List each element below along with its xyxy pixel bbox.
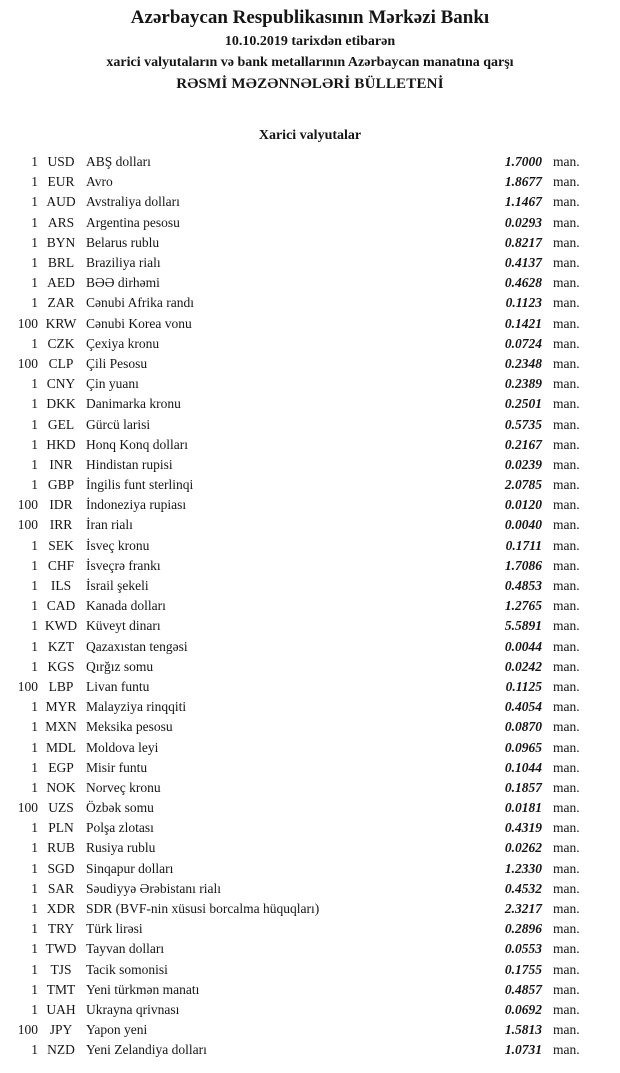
quantity-cell: 1	[31, 477, 38, 493]
currency-code-cell: TWD	[45, 941, 77, 957]
rate-value-cell: 0.4319	[504, 820, 542, 836]
quantity-cell: 100	[17, 517, 38, 533]
unit-cell: man.	[553, 860, 580, 876]
unit-cell: man.	[553, 739, 580, 755]
unit-cell: man.	[553, 557, 580, 573]
currency-code-cell: KZT	[47, 638, 75, 654]
unit-cell: man.	[553, 618, 580, 634]
currency-code-cell: EGP	[48, 759, 74, 775]
currency-code-cell: NOK	[46, 779, 76, 795]
quantity-cell: 1	[31, 234, 38, 250]
bulletin-title: RƏSMİ MƏZƏNNƏLƏRİ BÜLLETENİ	[176, 76, 444, 92]
unit-cell: man.	[553, 214, 580, 230]
rate-value-cell: 1.7000	[504, 154, 542, 170]
currency-name-cell: Küveyt dinarı	[86, 618, 161, 634]
rate-value-cell: 0.0262	[504, 840, 542, 856]
unit-cell: man.	[553, 416, 580, 432]
table-row	[0, 334, 620, 354]
quantity-cell: 1	[31, 214, 38, 230]
unit-cell: man.	[553, 800, 580, 816]
currency-name-cell: SDR (BVF-nin xüsusi borcalma hüquqları)	[86, 901, 320, 917]
quantity-cell: 1	[31, 880, 38, 896]
rate-value-cell: 0.2896	[504, 921, 542, 937]
currency-name-cell: BƏƏ dirhəmi	[86, 275, 160, 291]
currency-name-cell: Tacik somonisi	[86, 961, 168, 977]
rate-value-cell: 0.0120	[504, 497, 542, 513]
table-row	[0, 1020, 620, 1040]
rate-value-cell: 0.0040	[504, 517, 542, 533]
currency-name-cell: Qırğız somu	[86, 658, 154, 674]
currency-code-cell: IDR	[49, 497, 73, 513]
table-row	[0, 192, 620, 212]
currency-code-cell: MDL	[46, 739, 76, 755]
unit-cell: man.	[553, 901, 580, 917]
table-row	[0, 293, 620, 313]
quantity-cell: 100	[17, 497, 38, 513]
currency-name-cell: Misir funtu	[86, 759, 148, 775]
unit-cell: man.	[553, 255, 580, 271]
unit-cell: man.	[553, 759, 580, 775]
quantity-cell: 1	[31, 860, 38, 876]
table-row	[0, 273, 620, 293]
section-title-foreign-currencies: Xarici valyutalar	[258, 128, 362, 143]
quantity-cell: 1	[31, 255, 38, 271]
table-row	[0, 213, 620, 233]
currency-code-cell: SAR	[47, 880, 75, 896]
table-row	[0, 253, 620, 273]
currency-code-cell: LBP	[48, 678, 74, 694]
unit-cell: man.	[553, 638, 580, 654]
currency-code-cell: EUR	[47, 174, 75, 190]
currency-code-cell: JPY	[49, 1022, 73, 1038]
quantity-cell: 1	[31, 376, 38, 392]
currency-name-cell: Moldova leyi	[86, 739, 159, 755]
rate-value-cell: 1.0731	[504, 1042, 542, 1058]
table-row	[0, 697, 620, 717]
unit-cell: man.	[553, 194, 580, 210]
rate-value-cell: 0.2389	[504, 376, 542, 392]
unit-cell: man.	[553, 376, 580, 392]
quantity-cell: 1	[31, 941, 38, 957]
table-row	[0, 960, 620, 980]
rate-value-cell: 1.5813	[504, 1022, 542, 1038]
unit-cell: man.	[553, 275, 580, 291]
unit-cell: man.	[553, 840, 580, 856]
quantity-cell: 1	[31, 598, 38, 614]
unit-cell: man.	[553, 396, 580, 412]
quantity-cell: 1	[31, 275, 38, 291]
bulletin-header	[0, 0, 620, 96]
currency-code-cell: ZAR	[47, 295, 75, 311]
currency-name-cell: İsveç kronu	[86, 537, 150, 553]
currency-code-cell: CZK	[47, 335, 75, 351]
currency-code-cell: UAH	[46, 1001, 76, 1017]
unit-cell: man.	[553, 456, 580, 472]
currency-code-cell: PLN	[48, 820, 74, 836]
quantity-cell: 1	[31, 981, 38, 997]
rate-value-cell: 1.2330	[504, 860, 542, 876]
table-row	[0, 475, 620, 495]
unit-cell: man.	[553, 658, 580, 674]
rate-value-cell: 0.4137	[504, 255, 542, 271]
quantity-cell: 1	[31, 779, 38, 795]
table-row	[0, 859, 620, 879]
rate-value-cell: 0.4532	[504, 880, 542, 896]
rate-value-cell: 0.1755	[504, 961, 542, 977]
currency-code-cell: SEK	[48, 537, 74, 553]
unit-cell: man.	[553, 477, 580, 493]
currency-name-cell: Cənubi Afrika randı	[86, 295, 194, 311]
rate-value-cell: 0.1044	[504, 759, 542, 775]
quantity-cell: 1	[31, 194, 38, 210]
currency-name-cell: Cənubi Korea vonu	[86, 315, 192, 331]
table-row	[0, 939, 620, 959]
currency-code-cell: CLP	[48, 355, 74, 371]
rate-value-cell: 1.8677	[504, 174, 542, 190]
unit-cell: man.	[553, 880, 580, 896]
table-row	[0, 637, 620, 657]
quantity-cell: 1	[31, 537, 38, 553]
currency-name-cell: Qazaxıstan tengəsi	[86, 638, 188, 654]
currency-name-cell: Avstraliya dolları	[86, 194, 180, 210]
quantity-cell: 1	[31, 456, 38, 472]
quantity-cell: 100	[17, 800, 38, 816]
quantity-cell: 1	[31, 658, 38, 674]
table-row	[0, 717, 620, 737]
currency-code-cell: ARS	[47, 214, 75, 230]
unit-cell: man.	[553, 779, 580, 795]
unit-cell: man.	[553, 315, 580, 331]
table-row	[0, 677, 620, 697]
currency-name-cell: Tayvan dolları	[86, 941, 165, 957]
currency-code-cell: XDR	[46, 901, 76, 917]
rate-value-cell: 0.5735	[504, 416, 542, 432]
quantity-cell: 1	[31, 739, 38, 755]
unit-cell: man.	[553, 335, 580, 351]
currency-name-cell: Hindistan rupisi	[86, 456, 173, 472]
currency-name-cell: Rusiya rublu	[86, 840, 156, 856]
unit-cell: man.	[553, 174, 580, 190]
currency-code-cell: DKK	[46, 396, 76, 412]
rate-value-cell: 1.7086	[504, 557, 542, 573]
unit-cell: man.	[553, 981, 580, 997]
currency-code-cell: CHF	[47, 557, 75, 573]
unit-cell: man.	[553, 234, 580, 250]
currency-name-cell: Səudiyyə Ərəbistanı rialı	[86, 880, 221, 896]
unit-cell: man.	[553, 699, 580, 715]
quantity-cell: 1	[31, 820, 38, 836]
rate-value-cell: 0.4857	[504, 981, 542, 997]
currency-name-cell: İsveçrə frankı	[86, 557, 161, 573]
currency-code-cell: GBP	[47, 477, 75, 493]
rate-value-cell: 0.0044	[504, 638, 542, 654]
table-row	[0, 596, 620, 616]
quantity-cell: 1	[31, 335, 38, 351]
currency-code-cell: TRY	[47, 921, 75, 937]
currency-name-cell: Malayziya rinqqiti	[86, 699, 187, 715]
unit-cell: man.	[553, 436, 580, 452]
table-row	[0, 657, 620, 677]
currency-name-cell: İndoneziya rupiası	[86, 497, 187, 513]
table-row	[0, 778, 620, 798]
currency-code-cell: CNY	[46, 376, 76, 392]
page-title: Azərbaycan Respublikasının Mərkəzi Bankı	[130, 7, 490, 28]
quantity-cell: 1	[31, 901, 38, 917]
quantity-cell: 1	[31, 961, 38, 977]
currency-name-cell: Meksika pesosu	[86, 719, 173, 735]
rate-value-cell: 0.1857	[504, 779, 542, 795]
currency-code-cell: BRL	[47, 255, 75, 271]
unit-cell: man.	[553, 678, 580, 694]
currency-code-cell: HKD	[46, 436, 76, 452]
quantity-cell: 1	[31, 759, 38, 775]
rate-value-cell: 2.3217	[504, 901, 542, 917]
currency-code-cell: USD	[47, 154, 75, 170]
table-row	[0, 455, 620, 475]
table-row	[0, 758, 620, 778]
table-row	[0, 899, 620, 919]
quantity-cell: 1	[31, 1001, 38, 1017]
table-row	[0, 354, 620, 374]
unit-cell: man.	[553, 921, 580, 937]
quantity-cell: 1	[31, 1042, 38, 1058]
table-row	[0, 798, 620, 818]
currency-name-cell: Yapon yeni	[86, 1022, 148, 1038]
rate-value-cell: 0.0553	[504, 941, 542, 957]
currency-name-cell: İran rialı	[86, 517, 133, 533]
currency-name-cell: Braziliya rialı	[86, 255, 161, 271]
table-row	[0, 576, 620, 596]
currency-name-cell: Sinqapur dolları	[86, 860, 174, 876]
quantity-cell: 100	[17, 678, 38, 694]
rate-value-cell: 0.1125	[505, 678, 542, 694]
rate-value-cell: 1.2765	[504, 598, 542, 614]
table-row	[0, 374, 620, 394]
currency-code-cell: TJS	[50, 961, 72, 977]
unit-cell: man.	[553, 1022, 580, 1038]
quantity-cell: 1	[31, 618, 38, 634]
rate-value-cell: 0.0692	[504, 1001, 542, 1017]
unit-cell: man.	[553, 941, 580, 957]
currency-name-cell: Özbək somu	[86, 800, 154, 816]
rate-value-cell: 5.5891	[504, 618, 542, 634]
table-row	[0, 314, 620, 334]
currency-name-cell: Belarus rublu	[86, 234, 160, 250]
quantity-cell: 1	[31, 578, 38, 594]
currency-name-cell: Norveç kronu	[86, 779, 161, 795]
currency-code-cell: KRW	[45, 315, 77, 331]
currency-code-cell: AED	[47, 275, 75, 291]
table-row	[0, 737, 620, 757]
currency-code-cell: NZD	[47, 1042, 75, 1058]
rate-value-cell: 0.1711	[505, 537, 542, 553]
table-row	[0, 414, 620, 434]
currency-name-cell: Gürcü larisi	[86, 416, 151, 432]
quantity-cell: 1	[31, 436, 38, 452]
unit-cell: man.	[553, 719, 580, 735]
rate-value-cell: 0.2167	[504, 436, 542, 452]
table-row	[0, 536, 620, 556]
currency-name-cell: Kanada dolları	[86, 598, 166, 614]
rate-value-cell: 0.4853	[504, 578, 542, 594]
rate-value-cell: 2.0785	[504, 477, 542, 493]
currency-name-cell: İsrail şekeli	[86, 578, 149, 594]
table-row	[0, 1000, 620, 1020]
currency-code-cell: RUB	[47, 840, 75, 856]
rate-value-cell: 0.0965	[504, 739, 542, 755]
currency-code-cell: AUD	[46, 194, 76, 210]
unit-cell: man.	[553, 1042, 580, 1058]
unit-cell: man.	[553, 598, 580, 614]
subtitle: xarici valyutaların və bank metallarının Azərbaycan manatına qarşı	[106, 55, 514, 70]
table-row	[0, 435, 620, 455]
rate-value-cell: 0.4628	[504, 275, 542, 291]
quantity-cell: 1	[31, 699, 38, 715]
table-row	[0, 495, 620, 515]
table-row	[0, 818, 620, 838]
currency-name-cell: Polşa zlotası	[86, 820, 154, 836]
rate-value-cell: 0.0242	[504, 658, 542, 674]
table-row	[0, 515, 620, 535]
quantity-cell: 1	[31, 921, 38, 937]
unit-cell: man.	[553, 355, 580, 371]
quantity-cell: 1	[31, 396, 38, 412]
currency-code-cell: KWD	[44, 618, 78, 634]
currency-code-cell: CAD	[46, 598, 76, 614]
quantity-cell: 1	[31, 557, 38, 573]
currency-name-cell: Çexiya kronu	[86, 335, 160, 351]
table-row	[0, 172, 620, 192]
effective-date: 10.10.2019 tarixdən etibarən	[224, 34, 396, 49]
currency-name-cell: Argentina pesosu	[86, 214, 180, 230]
unit-cell: man.	[553, 1001, 580, 1017]
rate-value-cell: 0.4054	[504, 699, 542, 715]
unit-cell: man.	[553, 517, 580, 533]
quantity-cell: 1	[31, 719, 38, 735]
currency-code-cell: SGD	[47, 860, 75, 876]
currency-code-cell: KGS	[47, 658, 75, 674]
currency-code-cell: MXN	[45, 719, 77, 735]
table-row	[0, 556, 620, 576]
rate-value-cell: 0.0293	[504, 214, 542, 230]
rates-table	[0, 152, 620, 1060]
table-row	[0, 838, 620, 858]
quantity-cell: 1	[31, 295, 38, 311]
table-row	[0, 616, 620, 636]
currency-code-cell: GEL	[47, 416, 75, 432]
currency-name-cell: Yeni Zelandiya dolları	[86, 1042, 207, 1058]
quantity-cell: 1	[31, 154, 38, 170]
unit-cell: man.	[553, 537, 580, 553]
currency-name-cell: Honq Konq dolları	[86, 436, 188, 452]
table-row	[0, 233, 620, 253]
unit-cell: man.	[553, 820, 580, 836]
rate-value-cell: 0.0870	[504, 719, 542, 735]
rate-value-cell: 1.1467	[504, 194, 542, 210]
currency-code-cell: BYN	[46, 234, 76, 250]
rate-value-cell: 0.8217	[504, 234, 542, 250]
table-row	[0, 1040, 620, 1060]
currency-code-cell: MYR	[45, 699, 77, 715]
currency-name-cell: İngilis funt sterlinqi	[86, 477, 194, 493]
quantity-cell: 100	[17, 1022, 38, 1038]
currency-name-cell: Çin yuanı	[86, 376, 139, 392]
unit-cell: man.	[553, 497, 580, 513]
table-row	[0, 394, 620, 414]
rate-value-cell: 0.1123	[505, 295, 542, 311]
quantity-cell: 1	[31, 638, 38, 654]
currency-name-cell: Avro	[86, 174, 113, 190]
rate-value-cell: 0.0239	[504, 456, 542, 472]
currency-code-cell: TMT	[46, 981, 76, 997]
rate-value-cell: 0.2348	[504, 355, 542, 371]
currency-name-cell: Danimarka kronu	[86, 396, 181, 412]
quantity-cell: 100	[17, 315, 38, 331]
unit-cell: man.	[553, 295, 580, 311]
currency-name-cell: Yeni türkmən manatı	[86, 981, 200, 997]
rate-value-cell: 0.0724	[504, 335, 542, 351]
unit-cell: man.	[553, 578, 580, 594]
currency-code-cell: INR	[49, 456, 73, 472]
currency-name-cell: ABŞ dolları	[86, 154, 151, 170]
currency-name-cell: Türk lirəsi	[86, 921, 143, 937]
currency-name-cell: Ukrayna qrivnası	[86, 1001, 180, 1017]
currency-name-cell: Çili Pesosu	[86, 355, 148, 371]
unit-cell: man.	[553, 961, 580, 977]
quantity-cell: 1	[31, 840, 38, 856]
table-row	[0, 919, 620, 939]
currency-name-cell: Livan funtu	[86, 678, 150, 694]
currency-code-cell: UZS	[48, 800, 74, 816]
unit-cell: man.	[553, 154, 580, 170]
table-row	[0, 980, 620, 1000]
currency-code-cell: ILS	[50, 578, 72, 594]
quantity-cell: 1	[31, 174, 38, 190]
table-row	[0, 879, 620, 899]
rate-value-cell: 0.0181	[504, 800, 542, 816]
table-row	[0, 152, 620, 172]
currency-code-cell: IRR	[49, 517, 73, 533]
rate-value-cell: 0.1421	[504, 315, 542, 331]
rate-value-cell: 0.2501	[504, 396, 542, 412]
quantity-cell: 100	[17, 355, 38, 371]
quantity-cell: 1	[31, 416, 38, 432]
